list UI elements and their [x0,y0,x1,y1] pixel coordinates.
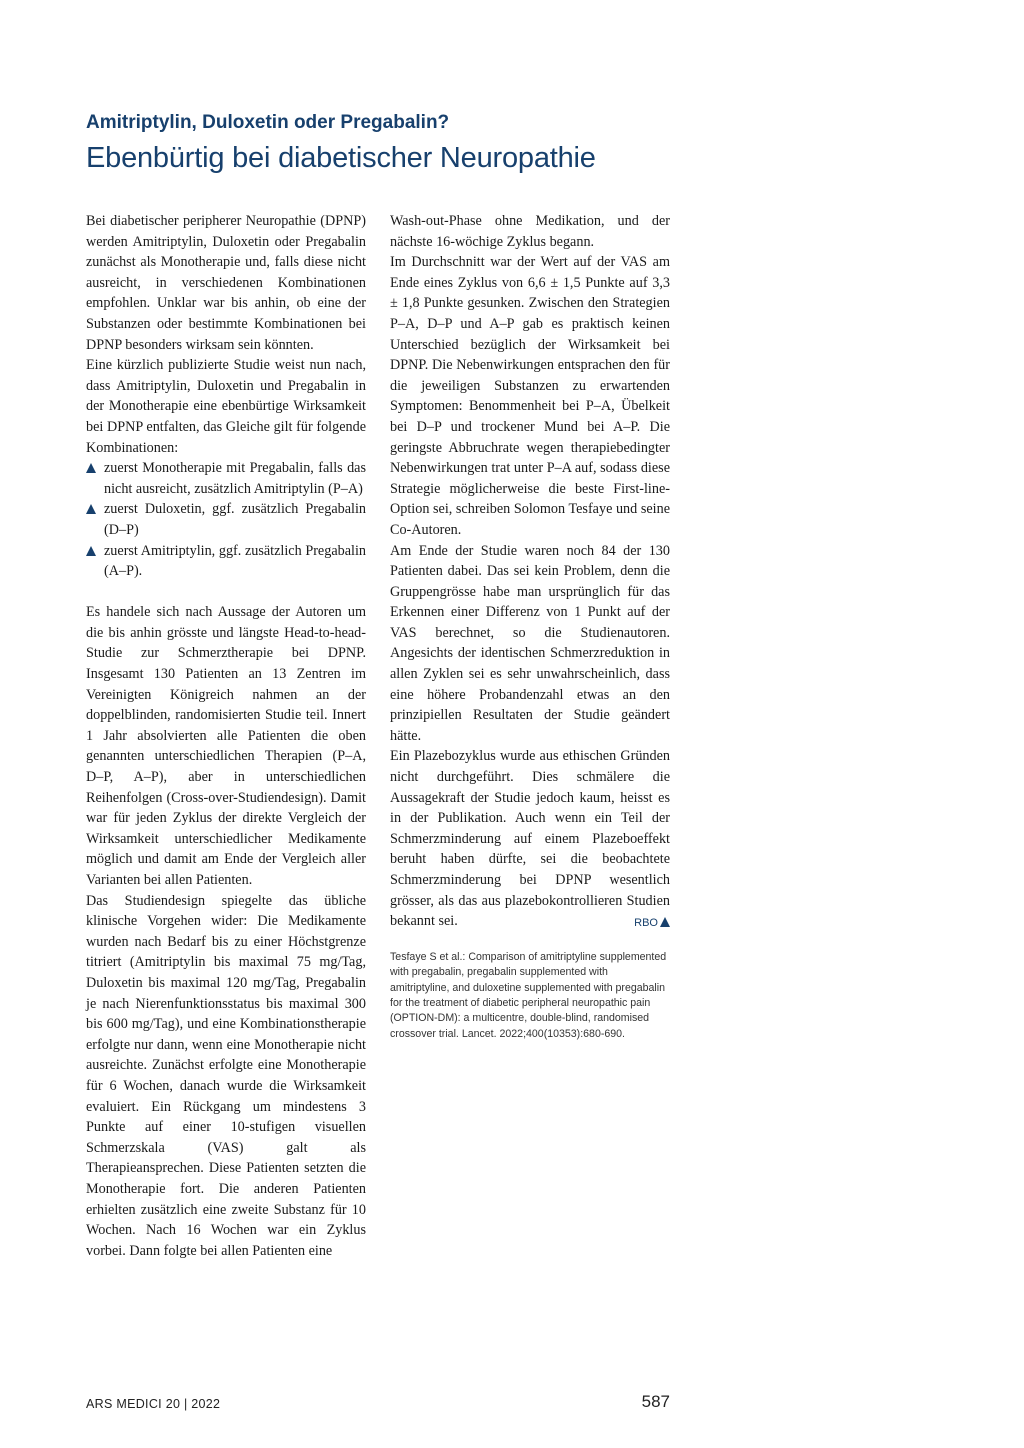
paragraph: Eine kürzlich publizierte Studie weist nun nach, dass Amitriptylin, Duloxetin und Pregabalin in der Monotherapie eine ebenbürtige Wirksamkeit bei DPNP entfalten, das Gleiche gilt für folgende Kombinationen: [86,357,366,456]
paragraph: Im Durchschnitt war der Wert auf der VAS am Ende eines Zyklus von 6,6 ± 1,5 Punkte auf 3,3 ± 1,8 Punkte gesunken. Zwischen den Strategien P–A, D–P und A–P gab es praktisch keinen Unterschied bezüglich der Wirksamkeit bei DPNP. Die Nebenwirkungen entsprachen den für die jeweiligen Substanzen zu erwartenden Symptomen: Benommenheit bei P–A, Übelkeit bei D–P und trockener Mund bei A–P. Die geringste Abbruchrate wegen therapiebedingter Nebenwirkungen trat unter P–A auf, sodass diese Strategie möglicherweise die beste First-line-Option sei, schreiben Solomon Tesfaye und seine Co-Autoren. [390,254,670,538]
right-column [390,211,670,1042]
list-item [86,499,366,540]
footer-journal: ARS MEDICI 20 | 2022 [86,1397,221,1411]
list-item-text: zuerst Duloxetin, ggf. zusätzlich Pregabalin (D–P) [104,501,366,538]
left-column [86,211,366,1261]
paragraph: Am Ende der Studie waren noch 84 der 130 Patienten dabei. Das sei kein Problem, denn die Gruppengrösse habe man ursprünglich für das Erkennen einer Differenz von 1 Punkt auf der VAS berechnet, so die Studienautoren. Angesichts der identischen Schmerzreduktion in allen Zyklen sei es sehr unwahrscheinlich, dass eine höhere Probandenzahl etwas an den prinzipiellen Resultaten der Studie geändert hätte. [390,542,670,744]
paragraph-last [390,746,670,931]
list-item [86,541,366,582]
paragraph: Bei diabetischer peripherer Neuropathie (DPNP) werden Amitriptylin, Duloxetin oder Pregabalin zunächst als Monotherapie und, falls diese nicht ausreicht, in verschiedenen Kombinationen empfohlen. Unklar war bis anhin, ob eine der Substanzen oder bestimmte Kombinationen bei DPNP besonders wirksam sein könnten. [86,213,366,353]
triangle-up-icon [86,463,96,473]
signature-text: RBO [634,917,658,930]
paragraph: Das Studiendesign spiegelte das übliche klinische Vorgehen wider: Die Medikamente wurden nach Bedarf bis zu einer Höchstgrenze titriert (Amitriptylin bis maximal 75 mg/Tag, Duloxetin bis maximal 120 mg/Tag, Pregabalin je nach Nierenfunktionsstatus bis maximal 300 bis 600 mg/Tag), und eine Kombinationstherapie erfolgte nur dann, wenn eine Monotherapie nicht ausreichte. Zunächst erfolgte eine Monotherapie für 6 Wochen, danach wurde die Wirksamkeit evaluiert. Ein Rückgang um mindestens 3 Punkte auf einer 10-stufigen visuellen Schmerzskala (VAS) galt als Therapieansprechen. Diese Patienten setzten die Monotherapie fort. Die anderen Patienten erhielten zusätzlich eine zweite Substanz für 10 Wochen. Nach 16 Wochen war ein Zyklus vorbei. Dann folgte bei allen Patienten eine [86,892,366,1259]
article-kicker: Amitriptylin, Duloxetin oder Pregabalin? [86,112,450,133]
triangle-up-icon [86,546,96,556]
page-number: 587 [641,1392,670,1411]
reference: Tesfaye S et al.: Comparison of amitriptyline supplemented with pregabalin, pregabalin supplemented with amitriptyline, and duloxetine supplemented with pregabalin for the treatment of diabetic peripheral neuropathic pain (OPTION-DM): a multicentre, double-blind, randomised crossover trial. Lancet. 2022;400(10353):680-690. [390,950,667,1040]
article-headline: Ebenbürtig bei diabetischer Neuropathie [86,142,596,174]
spacer [86,582,366,603]
list-item [86,458,366,499]
list-item-text: zuerst Monotherapie mit Pregabalin, falls das nicht ausreicht, zusätzlich Amitriptylin (P–A) [104,460,366,497]
paragraph-text: Ein Plazebozyklus wurde aus ethischen Gründen nicht durchgeführt. Dies schmälere die Aussagekraft der Studie jedoch kaum, heisst es in der Publikation. Auch wenn ein Teil der Schmerzminderung auf einem Plazeboeffekt beruht haben dürfte, sei die beobachtete Schmerzminderung bei DPNP wesentlich grösser, als das aus plazebokontrollieren Studien bekannt sei. [390,748,670,930]
triangle-up-icon [86,504,96,514]
triangle-up-icon [660,917,670,927]
list-item-text: zuerst Amitriptylin, ggf. zusätzlich Pregabalin (A–P). [104,542,366,580]
paragraph: Es handele sich nach Aussage der Autoren um die bis anhin grösste und längste Head-to-head-Studie zur Schmerztherapie bei DPNP. Insgesamt 130 Patienten an 13 Zentren im Vereinigten Königreich nahmen an der doppelblinden, randomisierten Studie teil. Innert 1 Jahr absolvierten alle Patienten die oben genannten unterschiedlichen Therapien (P–A, D–P, A–P), aber in unterschiedlichen Reihenfolgen (Cross-over-Studiendesign). Damit war für jeden Zyklus der direkte Vergleich der Wirksamkeit unterschiedlicher Medikamente möglich und damit am Ende der Vergleich aller Varianten bei allen Patienten. [86,604,366,888]
combination-list [86,458,366,582]
paragraph: Wash-out-Phase ohne Medikation, und der nächste 16-wöchige Zyklus begann. [390,213,670,250]
author-signature [634,913,670,934]
